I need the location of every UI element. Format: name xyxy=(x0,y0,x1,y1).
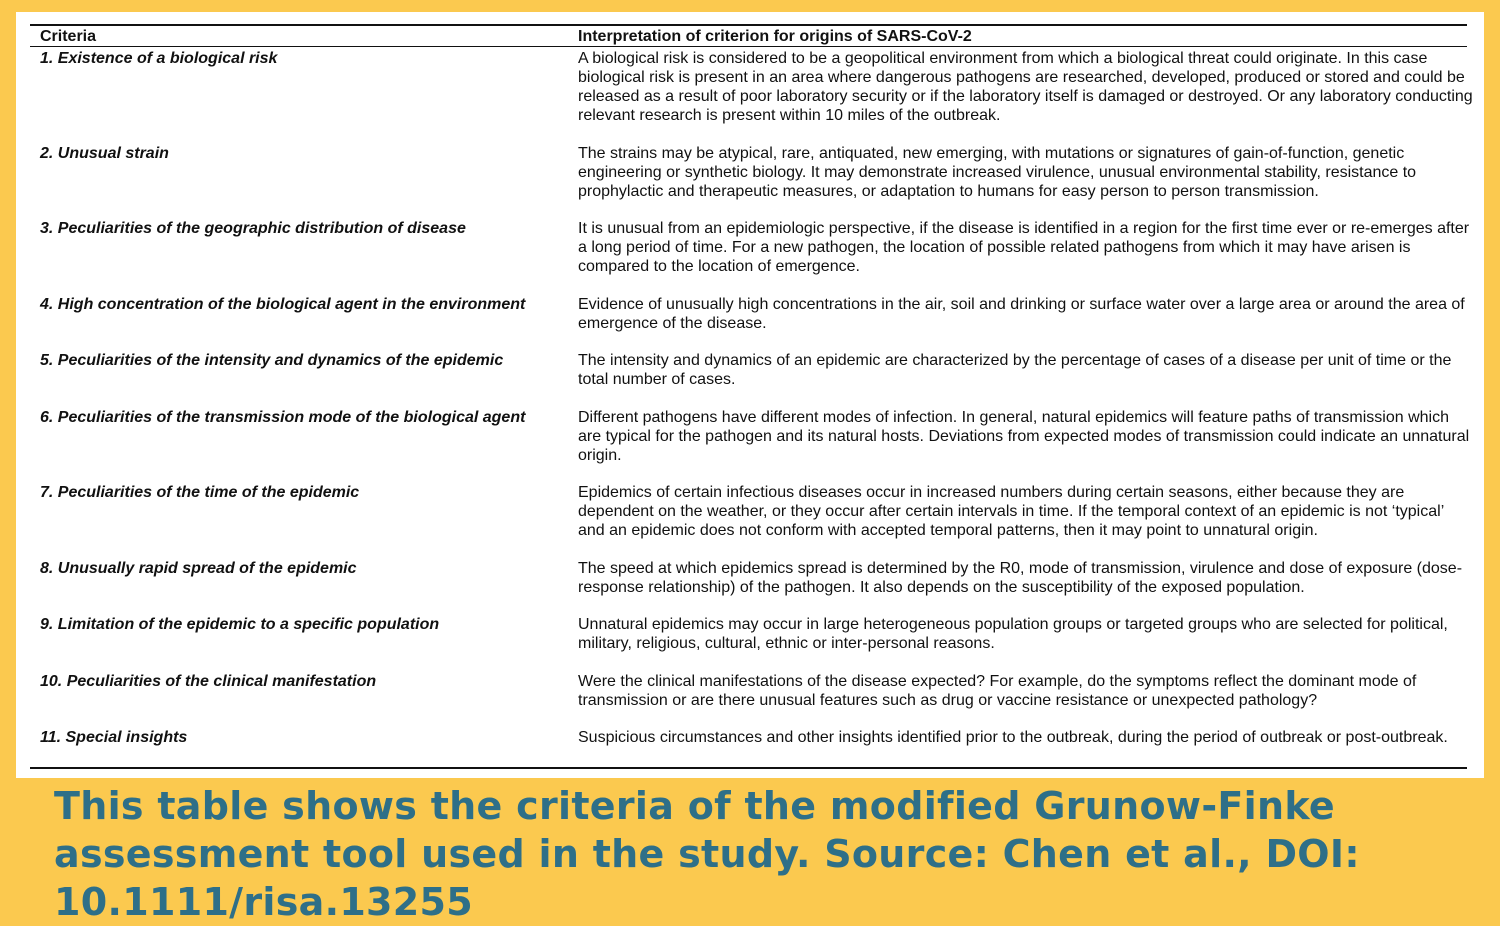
criterion-cell: 2. Unusual strain xyxy=(40,145,169,162)
criterion-cell: 9. Limitation of the epidemic to a specific population xyxy=(40,616,440,633)
criterion-cell: 1. Existence of a biological risk xyxy=(40,50,278,67)
criterion-cell: 11. Special insights xyxy=(40,729,188,746)
criterion-cell: 8. Unusually rapid spread of the epidemic xyxy=(40,560,357,577)
table-panel xyxy=(16,12,1484,778)
criterion-cell: 4. High concentration of the biological agent in the environment xyxy=(40,296,526,313)
criterion-cell: 6. Peculiarities of the transmission mode of the biological agent xyxy=(40,409,526,426)
image-caption: This table shows the criteria of the modified Grunow-Finke assessment tool used in the study. Source: Chen et al., DOI: 10.1111/risa.13255 xyxy=(54,784,1360,924)
interpretation-cell: The strains may be atypical, rare, antiquated, new emerging, with mutations or signatures of gain-of-function, genetic engineering or synthetic biology. It may demonstrate increased virulence, unusual environmental stability, resistance to prophylactic and therapeutic measures, or adaptation to humans for easy person to person transmission. xyxy=(578,145,1417,200)
criterion-cell: 10. Peculiarities of the clinical manifestation xyxy=(40,673,377,690)
interpretation-cell: A biological risk is considered to be a geopolitical environment from which a biological threat could originate. In this case biological risk is present in an area where dangerous pathogens are researched, developed, produced or stored and could be released as a result of poor laboratory security or if the laboratory itself is damaged or destroyed. Or any laboratory conducting relevant research is present within 10 miles of the outbreak. xyxy=(578,50,1473,124)
criterion-cell: 5. Peculiarities of the intensity and dynamics of the epidemic xyxy=(40,352,504,369)
interpretation-cell: The intensity and dynamics of an epidemic are characterized by the percentage of cases of a disease per unit of time or the total number of cases. xyxy=(578,352,1452,388)
interpretation-cell: It is unusual from an epidemiologic perspective, if the disease is identified in a region for the first time ever or re-emerges after a long period of time. For a new pathogen, the location of possible related pathogens from which it may have arisen is compared to the location of emergence. xyxy=(578,220,1470,275)
interpretation-cell: Suspicious circumstances and other insights identified prior to the outbreak, during the period of outbreak or post-outbreak. xyxy=(578,729,1448,746)
interpretation-cell: Epidemics of certain infectious diseases occur in increased numbers during certain seasons, either because they are dependent on the weather, or they occur after certain intervals in time. If the temporal context of an epidemic is not ‘typical’ and an epidemic does not conform with accepted temporal patterns, then it may point to unnatural origin. xyxy=(578,484,1444,539)
header-criteria: Criteria xyxy=(40,28,97,45)
header-interpretation: Interpretation of criterion for origins of SARS-CoV-2 xyxy=(578,28,972,45)
interpretation-cell: Unnatural epidemics may occur in large heterogeneous population groups or targeted groups who are selected for political, military, religious, cultural, ethnic or inter-personal reasons. xyxy=(578,616,1448,652)
criterion-cell: 3. Peculiarities of the geographic distribution of disease xyxy=(40,220,466,237)
interpretation-cell: Were the clinical manifestations of the disease expected? For example, do the symptoms reflect the dominant mode of transmission or are there unusual features such as drug or vaccine resistance or unexpected pathology? xyxy=(578,673,1417,709)
table-bottom-rule xyxy=(30,767,1467,769)
interpretation-cell: Evidence of unusually high concentrations in the air, soil and drinking or surface water over a large area or around the area of emergence of the disease. xyxy=(578,296,1465,332)
table-top-rule xyxy=(30,24,1467,26)
interpretation-cell: Different pathogens have different modes of infection. In general, natural epidemics will feature paths of transmission which are typical for the pathogen and its natural hosts. Deviations from expected modes of transmission could indicate an unnatural origin. xyxy=(578,409,1470,464)
interpretation-cell: The speed at which epidemics spread is determined by the R0, mode of transmission, virulence and dose of exposure (dose-response relationship) of the pathogen. It also depends on the susceptibility of the exposed population. xyxy=(578,560,1463,596)
criterion-cell: 7. Peculiarities of the time of the epidemic xyxy=(40,484,360,501)
table-header-rule xyxy=(30,46,1467,47)
